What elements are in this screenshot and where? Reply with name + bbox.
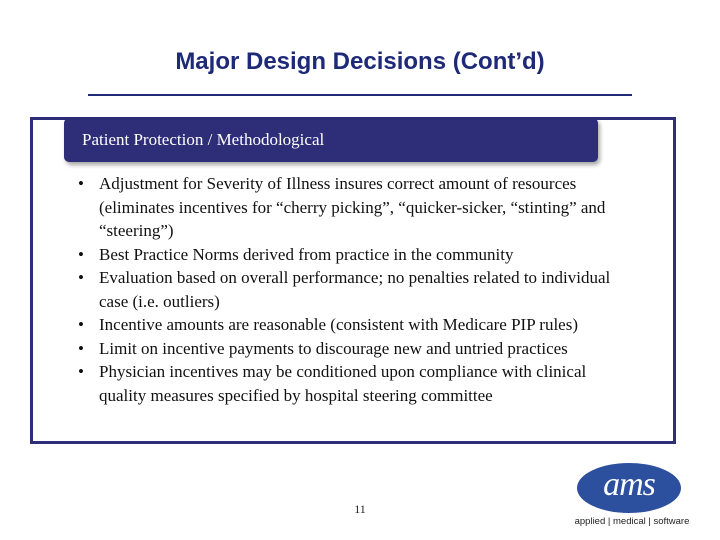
bullet-glyph: • xyxy=(78,244,84,264)
bullet-text: Limit on incentive payments to discourage new and untried practices xyxy=(99,338,568,358)
section-label: Patient Protection / Methodological xyxy=(82,130,325,149)
ams-logo xyxy=(576,462,682,514)
bullet-glyph: • xyxy=(78,268,84,287)
bullet-text: Evaluation based on overall performance; no penalties related to individual case (i.e. outliers) xyxy=(99,268,611,311)
bullet-item xyxy=(76,360,636,407)
bullet-text: Physician incentives may be conditioned upon compliance with clinical quality measures specified by hospital steering committee xyxy=(99,362,587,405)
slide-title: Major Design Decisions (Cont’d) xyxy=(175,48,545,75)
logo-tagline: applied | medical | software xyxy=(574,516,690,527)
bullet-glyph: • xyxy=(78,174,84,193)
bullet-glyph: • xyxy=(78,362,84,381)
bullet-item xyxy=(76,172,636,243)
bullet-text: Best Practice Norms derived from practice in the community xyxy=(99,244,514,264)
bullet-item xyxy=(76,266,636,313)
bullet-glyph: • xyxy=(78,338,84,358)
section-header xyxy=(64,118,598,162)
bullet-item xyxy=(76,243,636,267)
bullet-text: Incentive amounts are reasonable (consistent with Medicare PIP rules) xyxy=(99,315,578,334)
bullet-glyph: • xyxy=(78,315,84,334)
bullet-list xyxy=(76,172,636,407)
bullet-item xyxy=(76,313,636,337)
title-underline xyxy=(88,94,632,96)
page-number: 11 xyxy=(354,502,366,516)
bullet-text: Adjustment for Severity of Illness insures correct amount of resources (eliminates incentives for “cherry picking”, “quicker-sicker, “stinting” and “steering”) xyxy=(99,174,606,240)
bullet-item xyxy=(76,337,636,361)
ams-logo-text: ams xyxy=(603,466,655,503)
